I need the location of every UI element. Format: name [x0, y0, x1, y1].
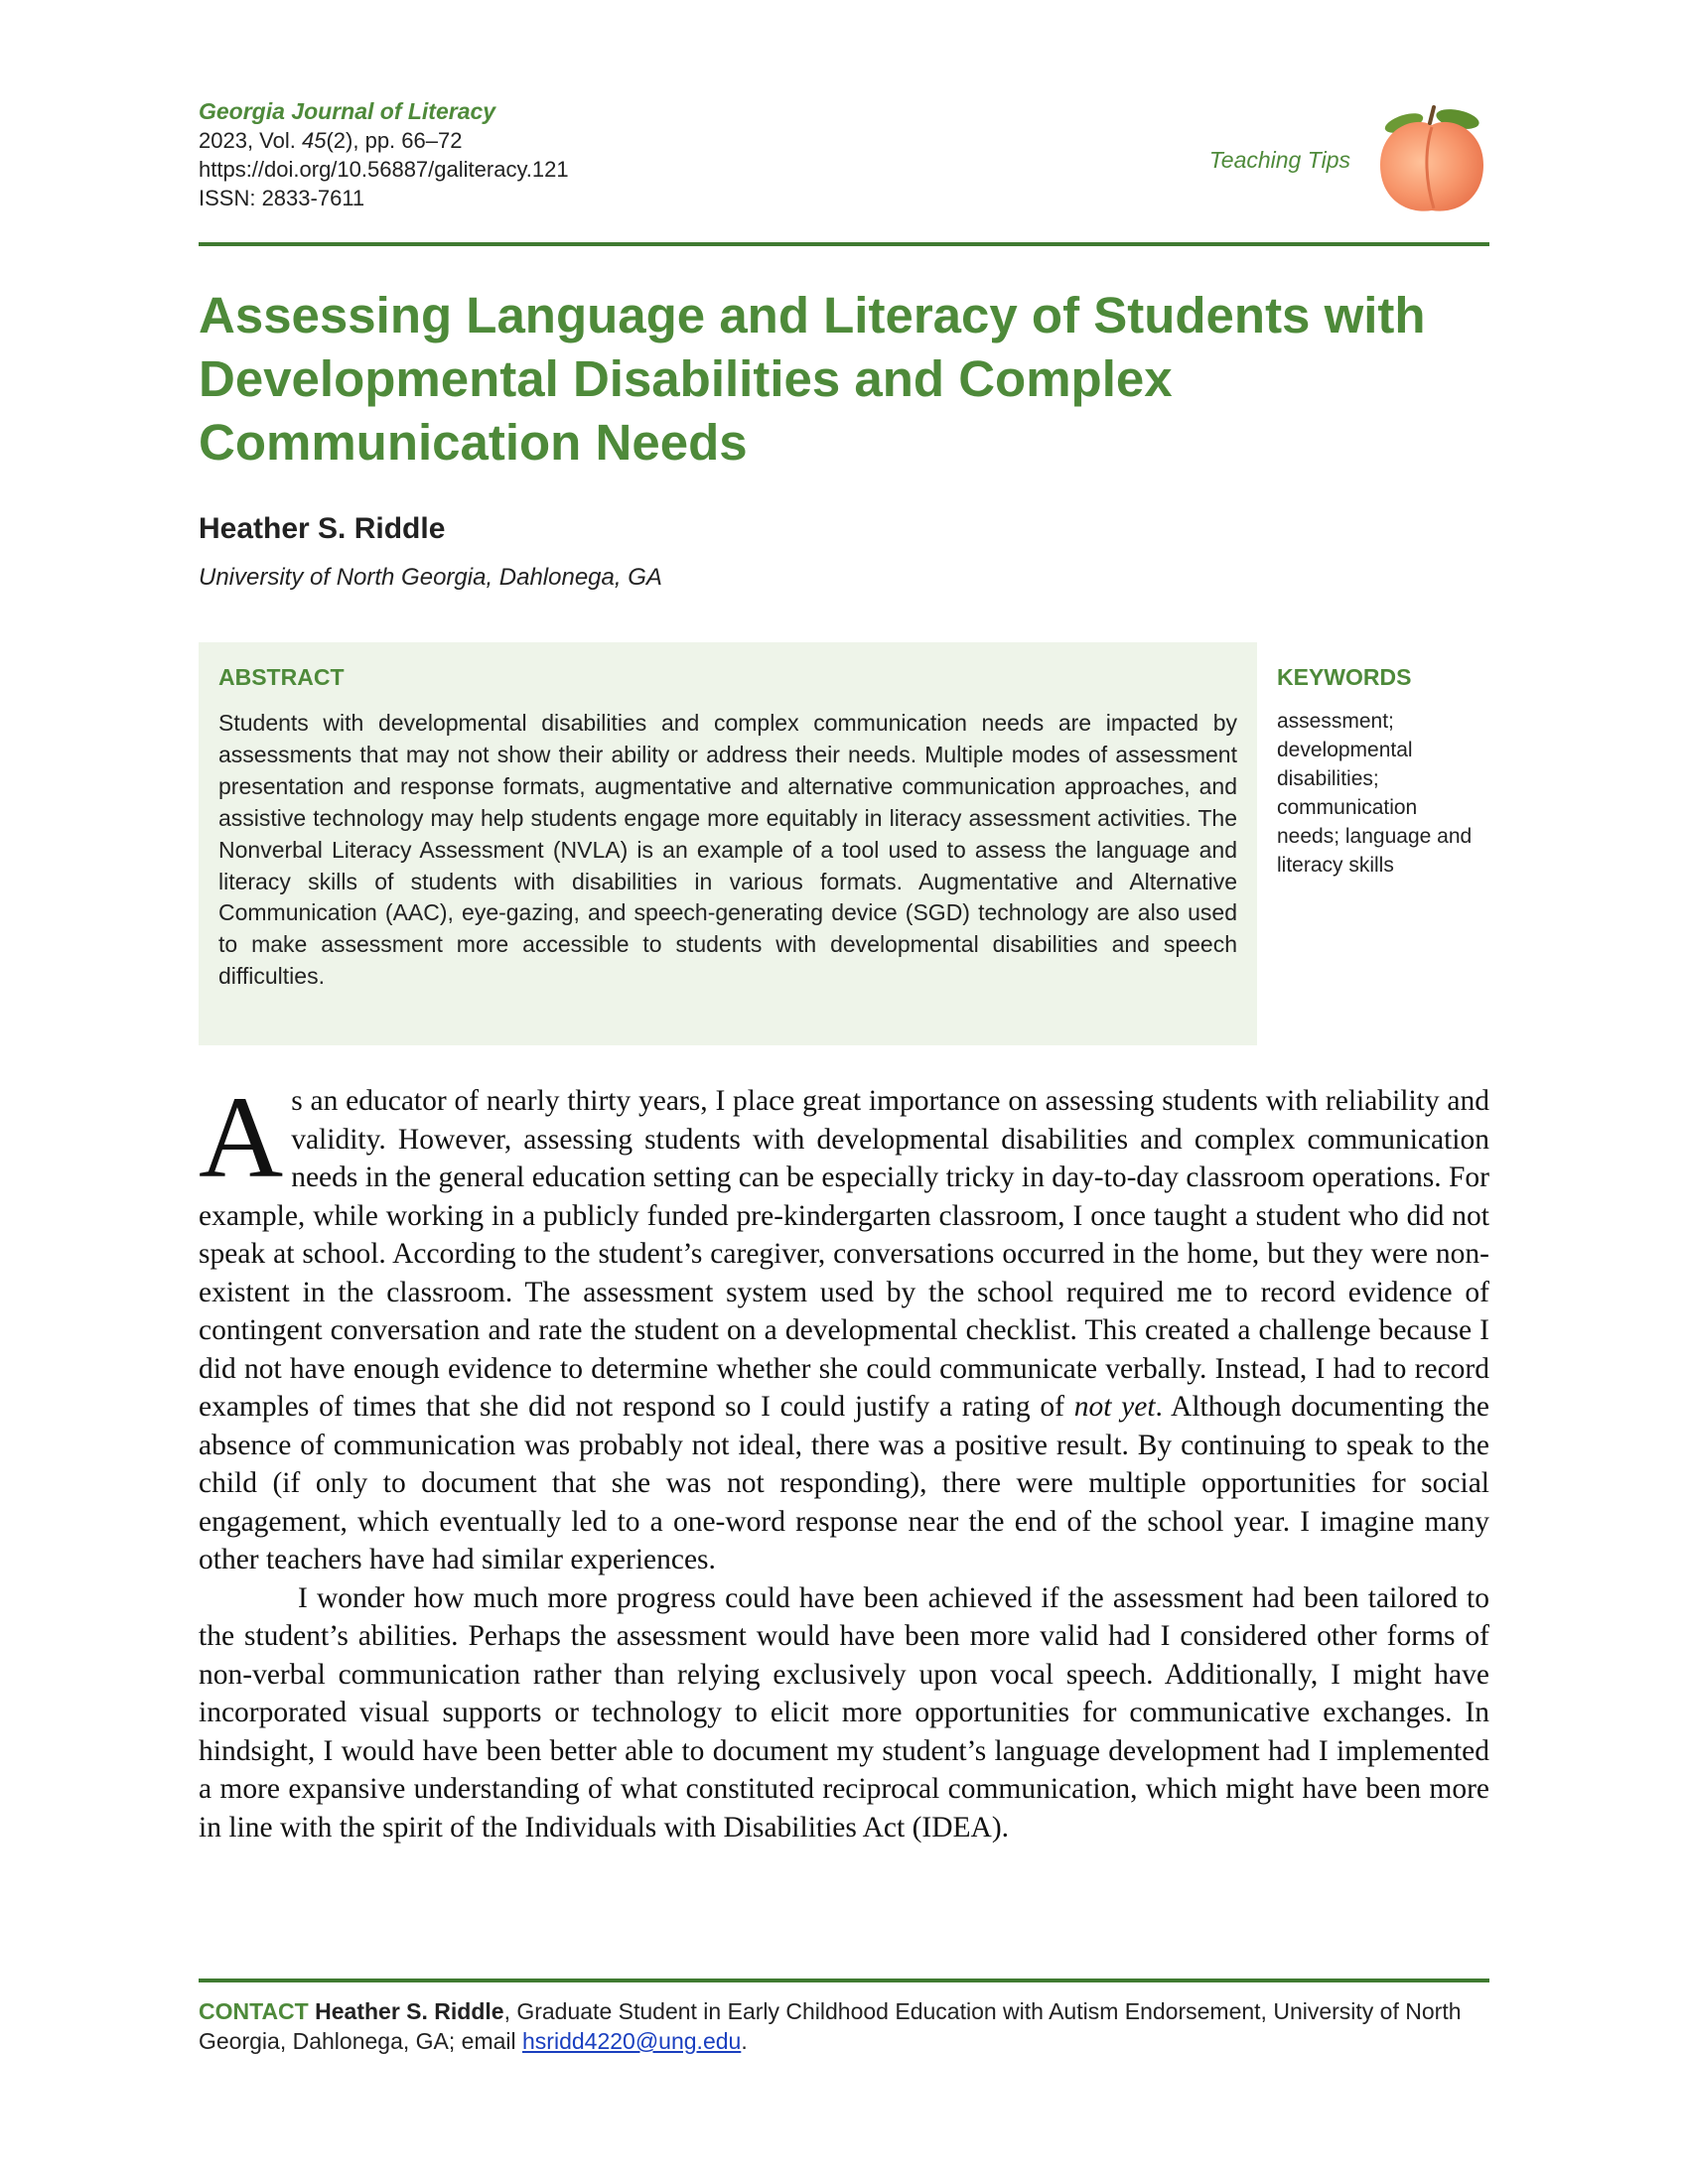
article-title: Assessing Language and Literacy of Students with Developmental Disabilities and Complex Communication Needs	[199, 287, 1426, 471]
body-p1-italic: not yet	[1073, 1391, 1156, 1423]
abstract-heading: ABSTRACT	[218, 664, 345, 690]
footer-divider	[199, 1979, 1489, 1982]
keywords-heading: KEYWORDS	[1277, 664, 1412, 690]
doi-link[interactable]: https://doi.org/10.56887/galiteracy.121	[199, 157, 569, 182]
section-label: Teaching Tips	[1208, 147, 1350, 173]
journal-year: 2023, Vol.	[199, 128, 302, 153]
keywords-text: assessment; developmental disabilities; communication needs; language and literacy skills	[1277, 710, 1473, 877]
contact-email-link[interactable]: hsridd4220@ung.edu	[522, 2028, 742, 2054]
contact-info	[199, 1996, 1489, 2056]
contact-label: CONTACT	[199, 1998, 309, 2024]
abstract-box	[199, 642, 1257, 1045]
header-divider	[199, 242, 1489, 246]
author-affiliation: University of North Georgia, Dahlonega, GA	[199, 564, 662, 591]
body-paragraph-1	[199, 1072, 1489, 1579]
body-paragraph-2: I wonder how much more progress could have been achieved if the assessment had been tailored to the student’s abilities. Perhaps the assessment would have been more valid had I considered other forms of non-verbal communication rather than relying exclusively upon vocal speech. Additionally, I might have incorporated visual supports or technology to elicit more opportunities for communicative exchanges. In hindsight, I would have been better able to document my student’s language development had I implemented a more expansive understanding of what constituted reciprocal communication, which might have been more in line with the spirit of the Individuals with Disabilities Act (IDEA).	[199, 1581, 1489, 1843]
contact-end: .	[741, 2028, 748, 2054]
author-name: Heather S. Riddle	[199, 512, 446, 545]
contact-details: , Graduate Student in Early Childhood Education with Autism Endorsement, University of North Georgia, Dahlonega, GA; email	[199, 1998, 1462, 2054]
contact-name: Heather S. Riddle	[315, 1998, 504, 2024]
drop-cap: A	[199, 1072, 284, 1202]
issn: ISSN: 2833-7611	[199, 186, 365, 210]
article-body	[199, 1072, 1489, 1846]
body-p1-start: s an educator of nearly thirty years, I place great importance on assessing students with reliability and validity. However, assessing students with developmental disabilities and complex communication needs in the general education setting can be especially tricky in day-to-day classroom operations. For example, while working in a publicly funded pre-kindergarten classroom, I once taught a student who did not speak at school. According to the student’s caregiver, conversations occurred in the home, but they were non-existent in the classroom. The assessment system used by the school required me to record evidence of contingent conversation and rate the student on a developmental checklist. This created a challenge because I did not have enough evidence to determine whether she could communicate verbally. Instead, I had to record examples of times that she did not respond so I could justify a rating of	[199, 1085, 1489, 1423]
peach-icon	[1374, 103, 1489, 218]
journal-name: Georgia Journal of Literacy	[199, 98, 496, 124]
journal-issue-pages: (2), pp. 66–72	[326, 128, 463, 153]
journal-volume: 45	[301, 128, 327, 153]
body-p1-end: . Although documenting the absence of communication was probably not ideal, there was a positive result. By continuing to speak to the child (if only to document that she was not responding), there were multiple opportunities for social engagement, which eventually led to a one-word response near the end of the school year. I imagine many other teachers have had similar experiences.	[199, 1391, 1489, 1575]
abstract-text: Students with developmental disabilities and complex communication needs are impacted by assessments that may not show their ability or address their needs. Multiple modes of assessment presentation and response formats, augmentative and alternative communication approaches, and assistive technology may help students engage more equitably in literacy assessment activities. The Nonverbal Literacy Assessment (NVLA) is an example of a tool used to assess the language and literacy skills of students with disabilities in various formats. Augmentative and Alternative Communication (AAC), eye-gazing, and speech-generating device (SGD) technology are also used to make assessment more accessible to students with developmental disabilities and speech difficulties.	[218, 710, 1237, 990]
journal-header	[199, 97, 1489, 236]
